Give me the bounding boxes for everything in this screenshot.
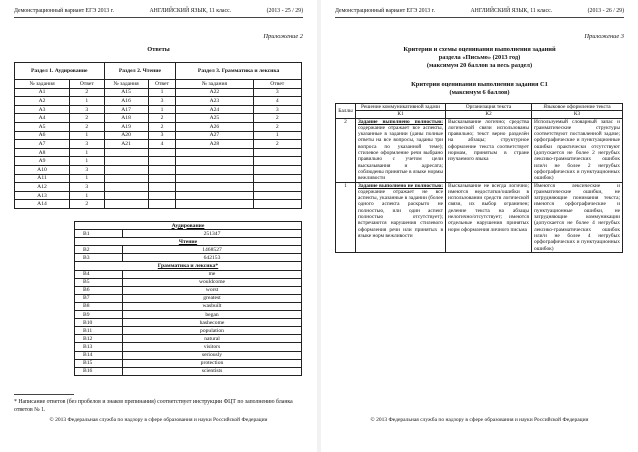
answer-cell: 2 bbox=[70, 88, 105, 97]
criteria-table bbox=[335, 103, 623, 253]
task-number-cell: B9 bbox=[75, 311, 123, 319]
table-row bbox=[15, 88, 302, 97]
answer-cell: 2 bbox=[148, 114, 176, 123]
task-number-cell: A18 bbox=[104, 114, 148, 123]
answer-cell bbox=[253, 191, 301, 200]
answers-table bbox=[14, 62, 302, 209]
table-row bbox=[15, 114, 302, 123]
answer-cell: population bbox=[123, 327, 302, 335]
table-row bbox=[75, 302, 302, 310]
header-page-number: (2013 - 25 / 29) bbox=[266, 8, 303, 14]
answer-cell: 3 bbox=[70, 105, 105, 114]
column-header-answer: Ответ bbox=[70, 80, 105, 89]
answer-cell: natural bbox=[123, 335, 302, 343]
table-row bbox=[336, 182, 623, 252]
task-number-cell: A8 bbox=[15, 148, 70, 157]
table-row bbox=[15, 140, 302, 149]
answer-cell: scientists bbox=[123, 367, 302, 375]
answer-cell: 2 bbox=[70, 122, 105, 131]
task-number-cell bbox=[104, 174, 148, 183]
task-number-cell: A7 bbox=[15, 140, 70, 149]
answer-cell: 1 bbox=[253, 131, 301, 140]
table-row bbox=[15, 148, 302, 157]
left-page bbox=[0, 0, 317, 452]
task-number-cell: B15 bbox=[75, 359, 123, 367]
criterion-code: К2 bbox=[446, 111, 532, 118]
answer-cell: 1468527 bbox=[123, 246, 302, 254]
task-number-cell: A24 bbox=[176, 105, 253, 114]
answer-cell: 3 bbox=[148, 97, 176, 106]
task-number-cell: A25 bbox=[176, 114, 253, 123]
section-row bbox=[75, 262, 302, 270]
header-title: Демонстрационный вариант ЕГЭ 2013 г. bbox=[14, 8, 114, 14]
table-row bbox=[75, 254, 302, 262]
page-header bbox=[14, 8, 303, 14]
answer-cell bbox=[148, 183, 176, 192]
column-header-score: Баллы bbox=[336, 104, 356, 119]
column-header-k2: Организация текста bbox=[446, 104, 532, 111]
task-number-cell bbox=[104, 148, 148, 157]
task-number-cell: B1 bbox=[75, 230, 123, 238]
answer-cell: 4 bbox=[148, 140, 176, 149]
answer-cell: visitors bbox=[123, 343, 302, 351]
short-answer-table bbox=[74, 221, 302, 376]
answer-cell: seriously bbox=[123, 351, 302, 359]
k1-lead: Задание выполнено полностью: bbox=[358, 118, 443, 125]
task-number-cell: A11 bbox=[15, 174, 70, 183]
header-subject: АНГЛИЙСКИЙ ЯЗЫК, 11 класс. bbox=[470, 8, 553, 14]
appendix-label: Приложение 3 bbox=[584, 33, 624, 40]
answer-cell: 1 bbox=[148, 88, 176, 97]
task-number-cell bbox=[104, 183, 148, 192]
task-number-cell bbox=[104, 191, 148, 200]
answer-cell: 4 bbox=[253, 97, 301, 106]
task-number-cell: A23 bbox=[176, 97, 253, 106]
task-number-cell: A20 bbox=[104, 131, 148, 140]
section-header-grammar: Раздел 3. Грамматика и лексика bbox=[176, 63, 302, 80]
task-number-cell: B13 bbox=[75, 343, 123, 351]
column-header-k3: Языковое оформление текста bbox=[532, 104, 623, 111]
task-number-cell: A22 bbox=[176, 88, 253, 97]
table-row bbox=[15, 105, 302, 114]
task-number-cell: B10 bbox=[75, 319, 123, 327]
task-number-cell bbox=[176, 165, 253, 174]
answer-cell: 3 bbox=[148, 131, 176, 140]
answer-cell: 1 bbox=[70, 174, 105, 183]
table-row bbox=[75, 359, 302, 367]
task-number-cell: B6 bbox=[75, 286, 123, 294]
task-number-cell: A13 bbox=[15, 191, 70, 200]
subtitle-line: (максимум 6 баллов) bbox=[449, 89, 510, 96]
table-row bbox=[75, 278, 302, 286]
task-number-cell: B11 bbox=[75, 327, 123, 335]
right-page bbox=[321, 0, 638, 452]
answer-cell bbox=[148, 200, 176, 209]
k3-cell: Используемый словарный запас и грамматические структуры соответствуют поставленной задаче; орфографические и пунктуационные ошибки практически отсутствуют (допускается не более 2 негрубых лексико-грамматических ошибок или/и не более 2 негрубых орфографических и пунктуационных ошибок) bbox=[532, 118, 623, 182]
answer-cell: 1 bbox=[70, 97, 105, 106]
table-row bbox=[75, 230, 302, 238]
answer-cell bbox=[253, 157, 301, 166]
k2-cell: Высказывание не всегда логично; имеются недостатки/ошибки в использовании средств логической связи, их выбор ограничен; деление текста на абзацы нелогично/отсутствует; имеются отдельные нарушения принятых норм оформления личного письма bbox=[446, 182, 532, 252]
answer-cell: 251347 bbox=[123, 230, 302, 238]
answer-cell: 2 bbox=[70, 114, 105, 123]
answer-cell: 2 bbox=[253, 140, 301, 149]
answer-cell: wasbuilt bbox=[123, 302, 302, 310]
answer-cell: greatest bbox=[123, 294, 302, 302]
k2-cell: Высказывание логично; средства логической связи использованы правильно; текст верно разделён на абзацы; структурное оформление текста соответствует нормам, принятым в стране изучаемого языка bbox=[446, 118, 532, 182]
answer-cell bbox=[253, 148, 301, 157]
task-number-cell: A12 bbox=[15, 183, 70, 192]
section-subtitle bbox=[335, 81, 624, 97]
section-header-reading: Чтение bbox=[75, 238, 302, 246]
task-number-cell: B2 bbox=[75, 246, 123, 254]
answer-cell bbox=[253, 200, 301, 209]
table-row bbox=[75, 311, 302, 319]
table-row bbox=[75, 246, 302, 254]
task-number-cell: A10 bbox=[15, 165, 70, 174]
table-row bbox=[75, 327, 302, 335]
answer-cell: 2 bbox=[253, 114, 301, 123]
table-row bbox=[75, 351, 302, 359]
task-number-cell: A15 bbox=[104, 88, 148, 97]
answer-cell: 642153 bbox=[123, 254, 302, 262]
answer-cell bbox=[148, 148, 176, 157]
task-number-cell: A1 bbox=[15, 88, 70, 97]
task-number-cell: B8 bbox=[75, 302, 123, 310]
answer-cell bbox=[253, 174, 301, 183]
task-number-cell bbox=[104, 200, 148, 209]
answer-cell: 3 bbox=[70, 183, 105, 192]
table-row bbox=[336, 118, 623, 182]
task-number-cell: A17 bbox=[104, 105, 148, 114]
table-row bbox=[75, 367, 302, 375]
column-header-k1: Решение коммуникативной задачи bbox=[356, 104, 446, 111]
answer-cell: 1 bbox=[70, 157, 105, 166]
task-number-cell: B7 bbox=[75, 294, 123, 302]
task-number-cell: A26 bbox=[176, 122, 253, 131]
task-number-cell: A19 bbox=[104, 122, 148, 131]
answer-cell: hashecome bbox=[123, 319, 302, 327]
page-footer: © 2013 Федеральная служба по надзору в сфере образования и науки Российской Федерации bbox=[49, 417, 268, 423]
task-number-cell: A9 bbox=[15, 157, 70, 166]
criterion-code: К1 bbox=[356, 111, 446, 118]
answer-cell: 1 bbox=[70, 191, 105, 200]
task-number-cell: A28 bbox=[176, 140, 253, 149]
header-divider bbox=[14, 17, 303, 18]
section-row bbox=[75, 238, 302, 246]
table-row bbox=[15, 191, 302, 200]
answer-cell: 3 bbox=[253, 88, 301, 97]
header-title: Демонстрационный вариант ЕГЭ 2013 г. bbox=[335, 8, 435, 14]
task-number-cell bbox=[104, 157, 148, 166]
task-number-cell: B4 bbox=[75, 270, 123, 278]
task-number-cell bbox=[176, 157, 253, 166]
table-row bbox=[75, 335, 302, 343]
table-row bbox=[15, 157, 302, 166]
answer-cell: 2 bbox=[253, 122, 301, 131]
score-cell: 2 bbox=[336, 118, 356, 182]
subtitle-line: Критерии оценивания выполнения задания С1 bbox=[411, 81, 548, 88]
task-number-cell: A6 bbox=[15, 131, 70, 140]
section-header-grammar: Грамматика и лексика* bbox=[75, 262, 302, 270]
task-number-cell: A21 bbox=[104, 140, 148, 149]
task-number-cell bbox=[104, 165, 148, 174]
task-number-cell bbox=[176, 183, 253, 192]
table-row bbox=[15, 131, 302, 140]
answer-cell bbox=[148, 157, 176, 166]
table-row bbox=[15, 174, 302, 183]
appendix-label: Приложение 2 bbox=[263, 33, 303, 40]
task-number-cell: A14 bbox=[15, 200, 70, 209]
footnote-divider bbox=[14, 394, 74, 395]
task-number-cell: A4 bbox=[15, 114, 70, 123]
answer-cell: 3 bbox=[253, 105, 301, 114]
table-row bbox=[15, 165, 302, 174]
title-line: Критерии и схемы оценивания выполнения заданий bbox=[403, 46, 556, 53]
task-number-cell bbox=[176, 148, 253, 157]
k1-cell bbox=[356, 118, 446, 182]
footnote: * Написание ответов (без пробелов и знаков препинания) соответствует инструкции ФЦТ по заполнению бланка ответов № 1. bbox=[14, 399, 293, 413]
header-subject: АНГЛИЙСКИЙ ЯЗЫК, 11 класс. bbox=[149, 8, 232, 14]
section-header-reading: Раздел 2. Чтение bbox=[104, 63, 176, 80]
answer-cell: protection bbox=[123, 359, 302, 367]
task-number-cell bbox=[176, 200, 253, 209]
score-cell: 1 bbox=[336, 182, 356, 252]
table-row bbox=[75, 319, 302, 327]
answer-cell: me bbox=[123, 270, 302, 278]
answer-cell bbox=[253, 165, 301, 174]
answer-cell: 1 bbox=[70, 148, 105, 157]
table-row bbox=[75, 343, 302, 351]
answer-cell bbox=[148, 174, 176, 183]
page-title bbox=[335, 46, 624, 70]
answer-cell: 3 bbox=[70, 165, 105, 174]
task-number-cell: B3 bbox=[75, 254, 123, 262]
table-row bbox=[15, 200, 302, 209]
section-header-listening: Аудирование bbox=[75, 222, 302, 230]
task-number-cell bbox=[176, 191, 253, 200]
criterion-code: К3 bbox=[532, 111, 623, 118]
task-number-cell: A16 bbox=[104, 97, 148, 106]
answer-cell bbox=[148, 191, 176, 200]
task-number-cell: A5 bbox=[15, 122, 70, 131]
answer-cell: 1 bbox=[70, 131, 105, 140]
table-row bbox=[15, 122, 302, 131]
title-line: (максимум 20 баллов за весь раздел) bbox=[426, 62, 533, 69]
k3-cell: Имеются лексические и грамматические ошибки, не затрудняющие понимания текста; имеются орфографические и пунктуационные ошибки, не затрудняющие коммуникации (допускается не более 4 негрубых лексико-грамматических ошибок или/и не более 4 негрубых орфографических и пунктуационных ошибок) bbox=[532, 182, 623, 252]
column-header-task: № задания bbox=[104, 80, 148, 89]
table-row bbox=[75, 294, 302, 302]
answer-cell bbox=[253, 183, 301, 192]
answer-cell: wouldcome bbox=[123, 278, 302, 286]
column-header-answer: Ответ bbox=[148, 80, 176, 89]
k1-text: содержание отражает все аспекты, указанные в задании (даны полные ответы на все вопросы, заданы три вопроса по указанной теме); стилевое оформление речи выбрано правильно с учетом цели высказывания и адресата; соблюдены принятые в языке нормы вежливости bbox=[358, 124, 443, 182]
answer-cell bbox=[148, 165, 176, 174]
answer-cell: 2 bbox=[70, 200, 105, 209]
header-page-number: (2013 - 26 / 29) bbox=[587, 8, 624, 14]
title-line: раздела «Письмо» (2013 год) bbox=[438, 54, 521, 61]
task-number-cell bbox=[176, 174, 253, 183]
k1-cell bbox=[356, 182, 446, 252]
task-number-cell: B16 bbox=[75, 367, 123, 375]
column-header-task: № задания bbox=[15, 80, 70, 89]
k1-lead: Задание выполнено не полностью: bbox=[358, 182, 443, 189]
table-row bbox=[15, 183, 302, 192]
task-number-cell: A3 bbox=[15, 105, 70, 114]
answer-cell: 1 bbox=[148, 105, 176, 114]
column-header-answer: Ответ bbox=[253, 80, 301, 89]
section-row bbox=[75, 222, 302, 230]
page-header bbox=[335, 8, 624, 14]
table-row bbox=[75, 286, 302, 294]
section-header-listening: Раздел 1. Аудирование bbox=[15, 63, 105, 80]
page-title: Ответы bbox=[147, 46, 170, 53]
k1-text: содержание отражает не все аспекты, указанные в задании (более одного аспекта раскрыто не полностью, или один аспект полностью отсутствует); встречаются нарушения стилевого оформления речи или принятых в языке норм вежливости bbox=[358, 188, 443, 239]
header-divider bbox=[335, 17, 624, 18]
task-number-cell: A27 bbox=[176, 131, 253, 140]
column-header-task: № задания bbox=[176, 80, 253, 89]
answer-cell: worst bbox=[123, 286, 302, 294]
answer-cell: began bbox=[123, 311, 302, 319]
page-footer: © 2013 Федеральная служба по надзору в сфере образования и науки Российской Федерации bbox=[370, 417, 589, 423]
table-row bbox=[75, 270, 302, 278]
answer-cell: 2 bbox=[148, 122, 176, 131]
task-number-cell: B5 bbox=[75, 278, 123, 286]
task-number-cell: A2 bbox=[15, 97, 70, 106]
table-row bbox=[15, 97, 302, 106]
answer-cell: 3 bbox=[70, 140, 105, 149]
task-number-cell: B14 bbox=[75, 351, 123, 359]
task-number-cell: B12 bbox=[75, 335, 123, 343]
